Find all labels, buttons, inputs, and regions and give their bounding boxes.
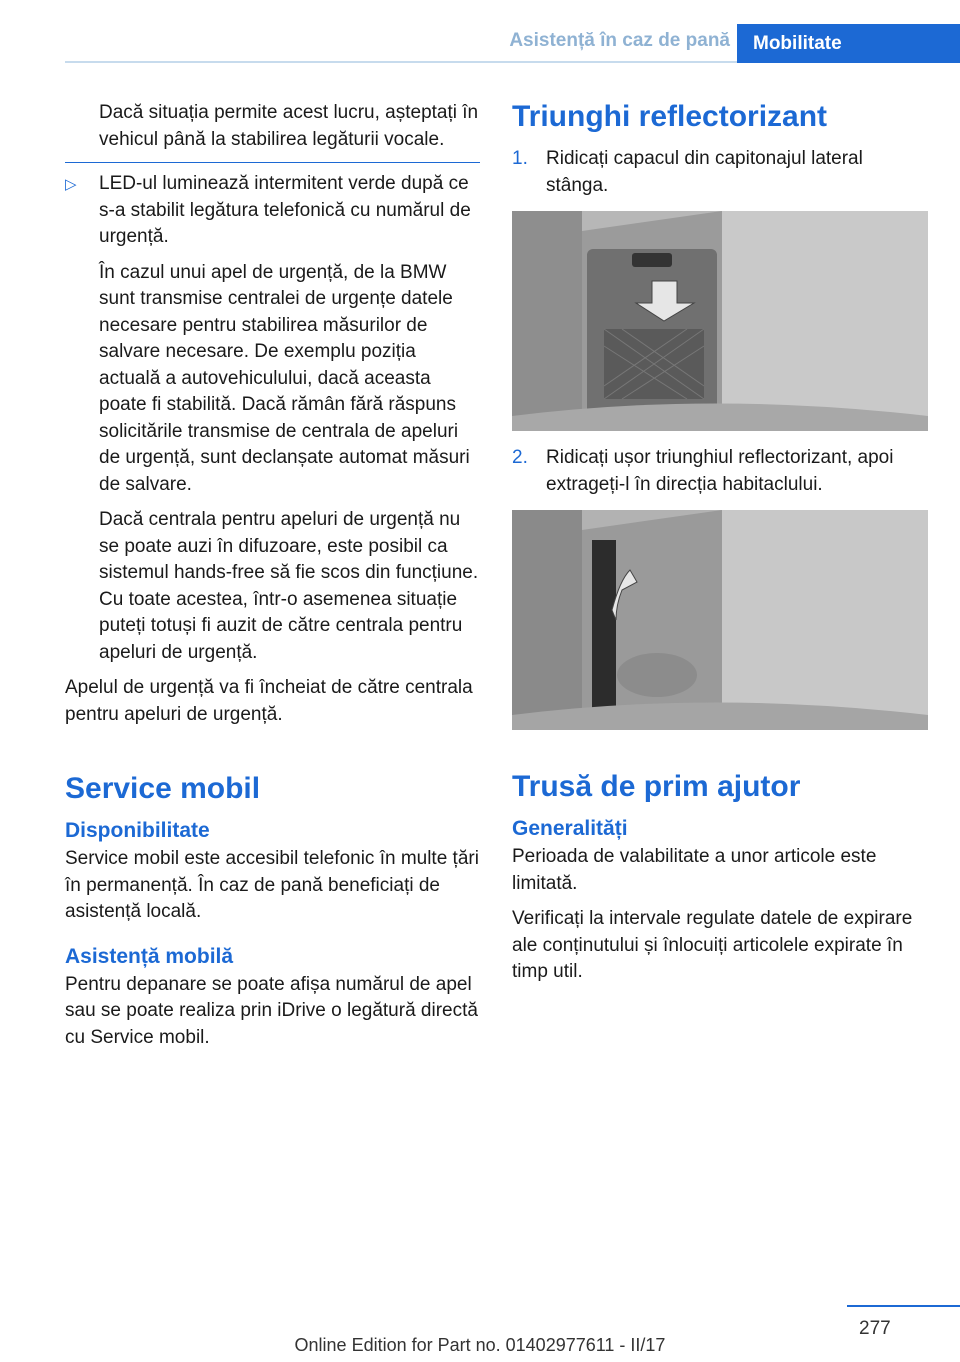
paragraph: Dacă situația permite acest lucru, așteptați în vehicul până la stabilirea legăturii vocale.	[99, 102, 479, 150]
paragraph: Dacă centrala pentru apeluri de urgență nu se poate auzi în difuzoare, este posibil ca sistemul hands-free să fie scos din funcțiune. Cu toate acestea, într-o asemenea situație puteți totuși fi auzit de către centrala pentru apeluri de urgență.	[99, 509, 479, 663]
step-item	[512, 146, 928, 199]
bullet-text: LED-ul luminează intermitent verde după ce s-a stabilit legătura telefonică cu numărul de urgență.	[99, 173, 471, 247]
heading-asistenta-mobila: Asistență mobilă	[65, 944, 234, 968]
page-number-rule	[847, 1305, 960, 1307]
paragraph: Pentru depanare se poate afișa numărul de apel sau se poate realiza prin iDrive o legătură directă cu Service mobil.	[65, 973, 478, 1048]
footer-edition: Online Edition for Part no. 01402977611 - II/17	[294, 1335, 666, 1355]
step-text: Ridicați ușor triunghiul reflectorizant, apoi extrageți-l în direcția habitaclului.	[546, 447, 894, 495]
heading-trusa: Trusă de prim ajutor	[512, 770, 801, 803]
header-section-title: Asistență în caz de pană	[509, 30, 730, 51]
heading-disponibilitate: Disponibilitate	[65, 819, 210, 842]
step-text: Ridicați capacul din capitonajul lateral stânga.	[546, 148, 863, 196]
paragraph: Perioada de valabilitate a unor articole este limitată.	[512, 846, 877, 894]
warning-triangle-photo	[512, 510, 928, 730]
heading-triunghi: Triunghi reflectorizant	[512, 100, 828, 133]
header-chapter-tab[interactable]: Mobilitate	[737, 24, 960, 63]
step-item	[512, 445, 928, 498]
step-number: 1.	[512, 148, 528, 169]
separator	[65, 162, 480, 163]
step-number: 2.	[512, 447, 528, 468]
paragraph: Verificați la intervale regulate datele de expirare ale conținutului și înlocuiți articolele expirate în timp util.	[512, 908, 913, 982]
paragraph: Service mobil este accesibil telefonic în multe țări în permanență. În caz de pană beneficiați de asistență locală.	[65, 848, 479, 922]
right-column	[512, 100, 928, 995]
heading-generalitati: Generalități	[512, 817, 628, 840]
trunk-cover-photo	[512, 211, 928, 431]
triangle-bullet-icon: ▷	[65, 176, 77, 193]
heading-service-mobil: Service mobil	[65, 772, 261, 805]
paragraph: În cazul unui apel de urgență, de la BMW sunt transmise centralei de urgențe datele necesare pentru stabilirea măsurilor de salvare necesare. De exemplu poziția actuală a autovehiculului, dacă aceasta poate fi stabilită. Dacă rămân fără răspuns solicitările transmise de centrala de apeluri de urgență, sunt declanșate automat măsuri de salvare.	[99, 261, 470, 495]
list-item	[65, 171, 480, 251]
left-column	[65, 100, 480, 1060]
page-number: 277	[859, 1318, 891, 1339]
paragraph: Apelul de urgență va fi încheiat de către centrala pentru apeluri de urgență.	[65, 677, 473, 725]
header-rule	[65, 61, 737, 63]
